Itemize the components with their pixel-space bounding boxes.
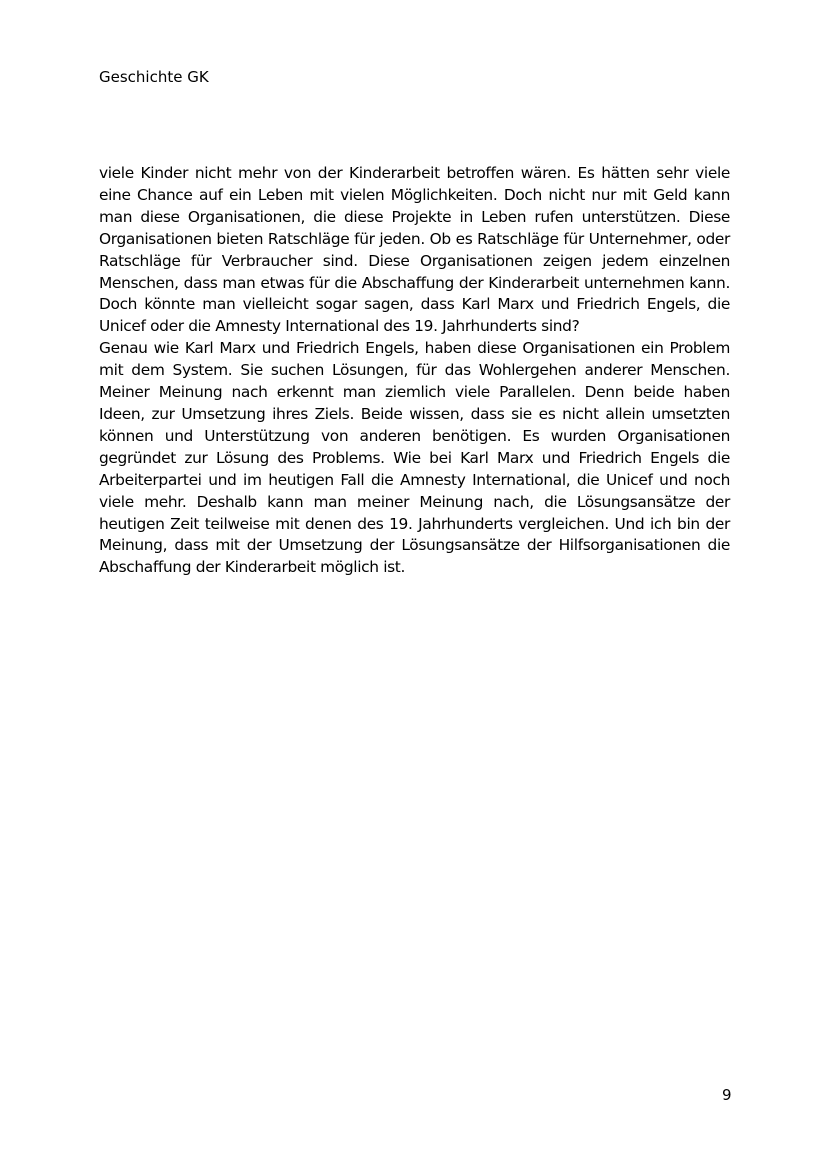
body-paragraph-2: Genau wie Karl Marx und Friedrich Engels, haben diese Organisationen ein Problem mit dem System. Sie suchen Lösungen, für das Wohlergehen anderer Menschen. Meiner Meinung nach erkennt man ziemlich viele Parallelen. Denn beide haben Ideen, zur Umsetzung ihres Ziels. Beide wissen, dass sie es nicht allein umsetzten können und Unterstützung von anderen benötigen. Es wurden Organisationen gegründet zur Lösung des Problems. Wie bei Karl Marx und Friedrich Engels die Arbeiterpartei und im heutigen Fall die Amnesty International, die Unicef und noch viele mehr. Deshalb kann man meiner Meinung nach, die Lösungsansätze der heutigen Zeit teilweise mit denen des 19. Jahrhunderts vergleichen. Und ich bin der Meinung, dass mit der Umsetzung der Lösungsansätze der Hilfsorganisationen die Abschaffung der Kinderarbeit möglich ist. — [99, 339, 730, 577]
body-paragraph-1: viele Kinder nicht mehr von der Kinderarbeit betroffen wären. Es hätten sehr viele eine Chance auf ein Leben mit vielen Möglichkeiten. Doch nicht nur mit Geld kann man diese Organisationen, die diese Projekte in Leben rufen unterstützen. Diese Organisationen bieten Ratschläge für jeden. Ob es Ratschläge für Unternehmer, oder Ratschläge für Verbraucher sind. Diese Organisationen zeigen jedem einzelnen Menschen, dass man etwas für die Abschaffung der Kinderarbeit unternehmen kann. Doch könnte man vielleicht sogar sagen, dass Karl Marx und Friedrich Engels, die Unicef oder die Amnesty International des 19. Jahrhunderts sind? — [99, 164, 730, 336]
page-number: 9 — [722, 1086, 732, 1104]
page-header-title: Geschichte GK — [99, 68, 209, 86]
document-body — [99, 163, 730, 579]
